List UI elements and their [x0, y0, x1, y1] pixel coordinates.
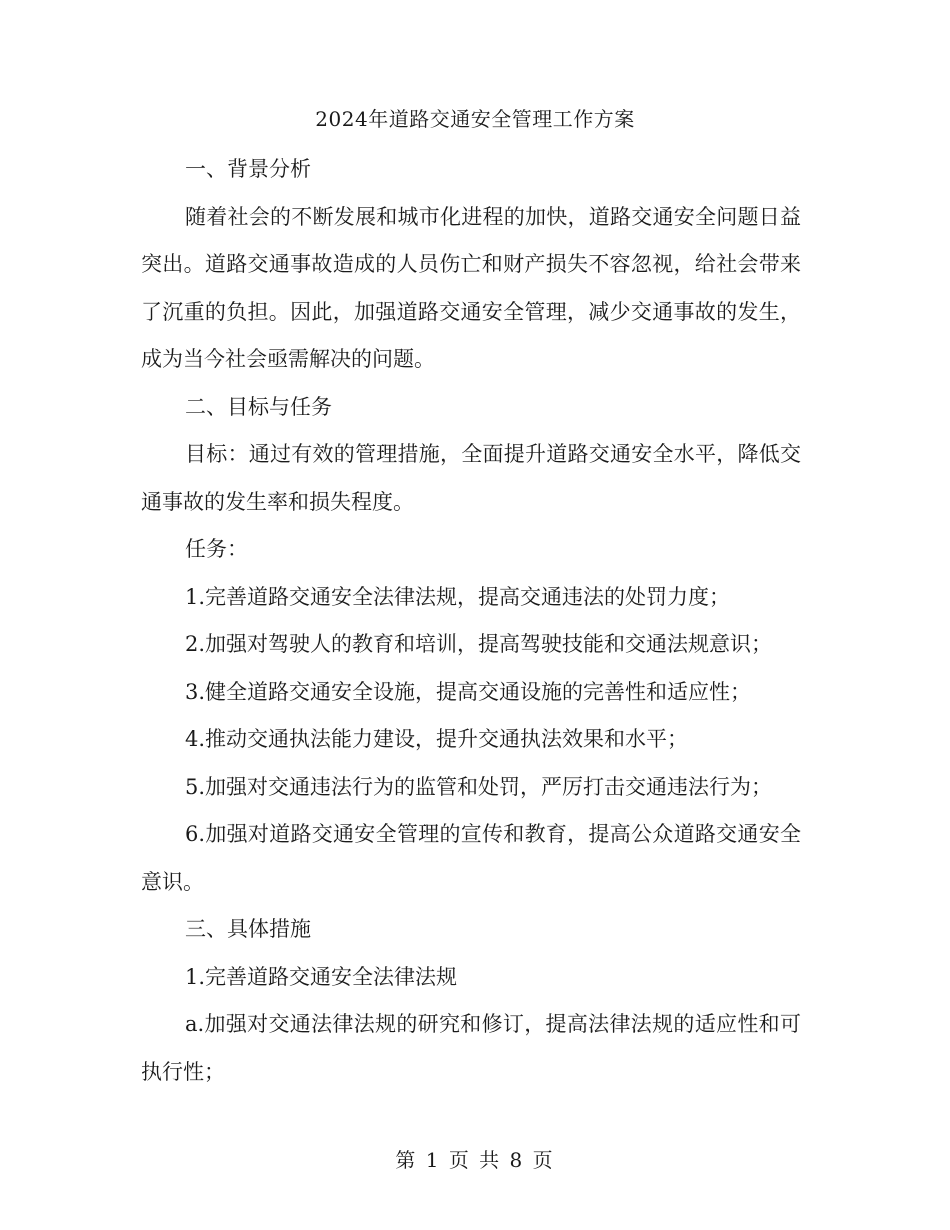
paragraph-goal: 目标：通过有效的管理措施，全面提升道路交通安全水平，降低交通事故的发生率和损失程度。 — [141, 442, 801, 514]
document-title: 2024年道路交通安全管理工作方案 — [315, 107, 635, 131]
paragraph-tasks-label: 任务： — [185, 537, 248, 561]
task-item-3: 3.健全道路交通安全设施，提高交通设施的完善性和适应性； — [185, 679, 752, 704]
task-item-6: 6.加强对道路交通安全管理的宣传和教育，提高公众道路交通安全意识。 — [141, 822, 801, 894]
paragraph-background: 随着社会的不断发展和城市化进程的加快，道路交通安全问题日益突出。道路交通事故造成的人员伤亡和财产损失不容忽视，给社会带来了沉重的负担。因此，加强道路交通安全管理，减少交通事故的发生，成为当今社会亟需解决的问题。 — [141, 204, 801, 371]
section-heading-measures: 三、具体措施 — [185, 917, 311, 941]
section-heading-background: 一、背景分析 — [185, 157, 311, 181]
page-footer: 第 1 页 共 8 页 — [395, 1148, 555, 1172]
measure-heading-1: 1.完善道路交通安全法律法规 — [185, 964, 458, 989]
task-item-2: 2.加强对驾驶人的教育和培训，提高驾驶技能和交通法规意识； — [185, 632, 773, 656]
section-heading-goals: 二、目标与任务 — [185, 394, 332, 419]
measure-item-a: a.加强对交通法律法规的研究和修订，提高法律法规的适应性和可执行性； — [141, 1012, 801, 1084]
document-body — [141, 146, 801, 1096]
task-item-5: 5.加强对交通违法行为的监管和处罚，严厉打击交通违法行为； — [185, 774, 773, 799]
task-item-1: 1.完善道路交通安全法律法规，提高交通违法的处罚力度； — [185, 584, 731, 609]
task-item-4: 4.推动交通执法能力建设，提升交通执法效果和水平； — [185, 727, 689, 751]
